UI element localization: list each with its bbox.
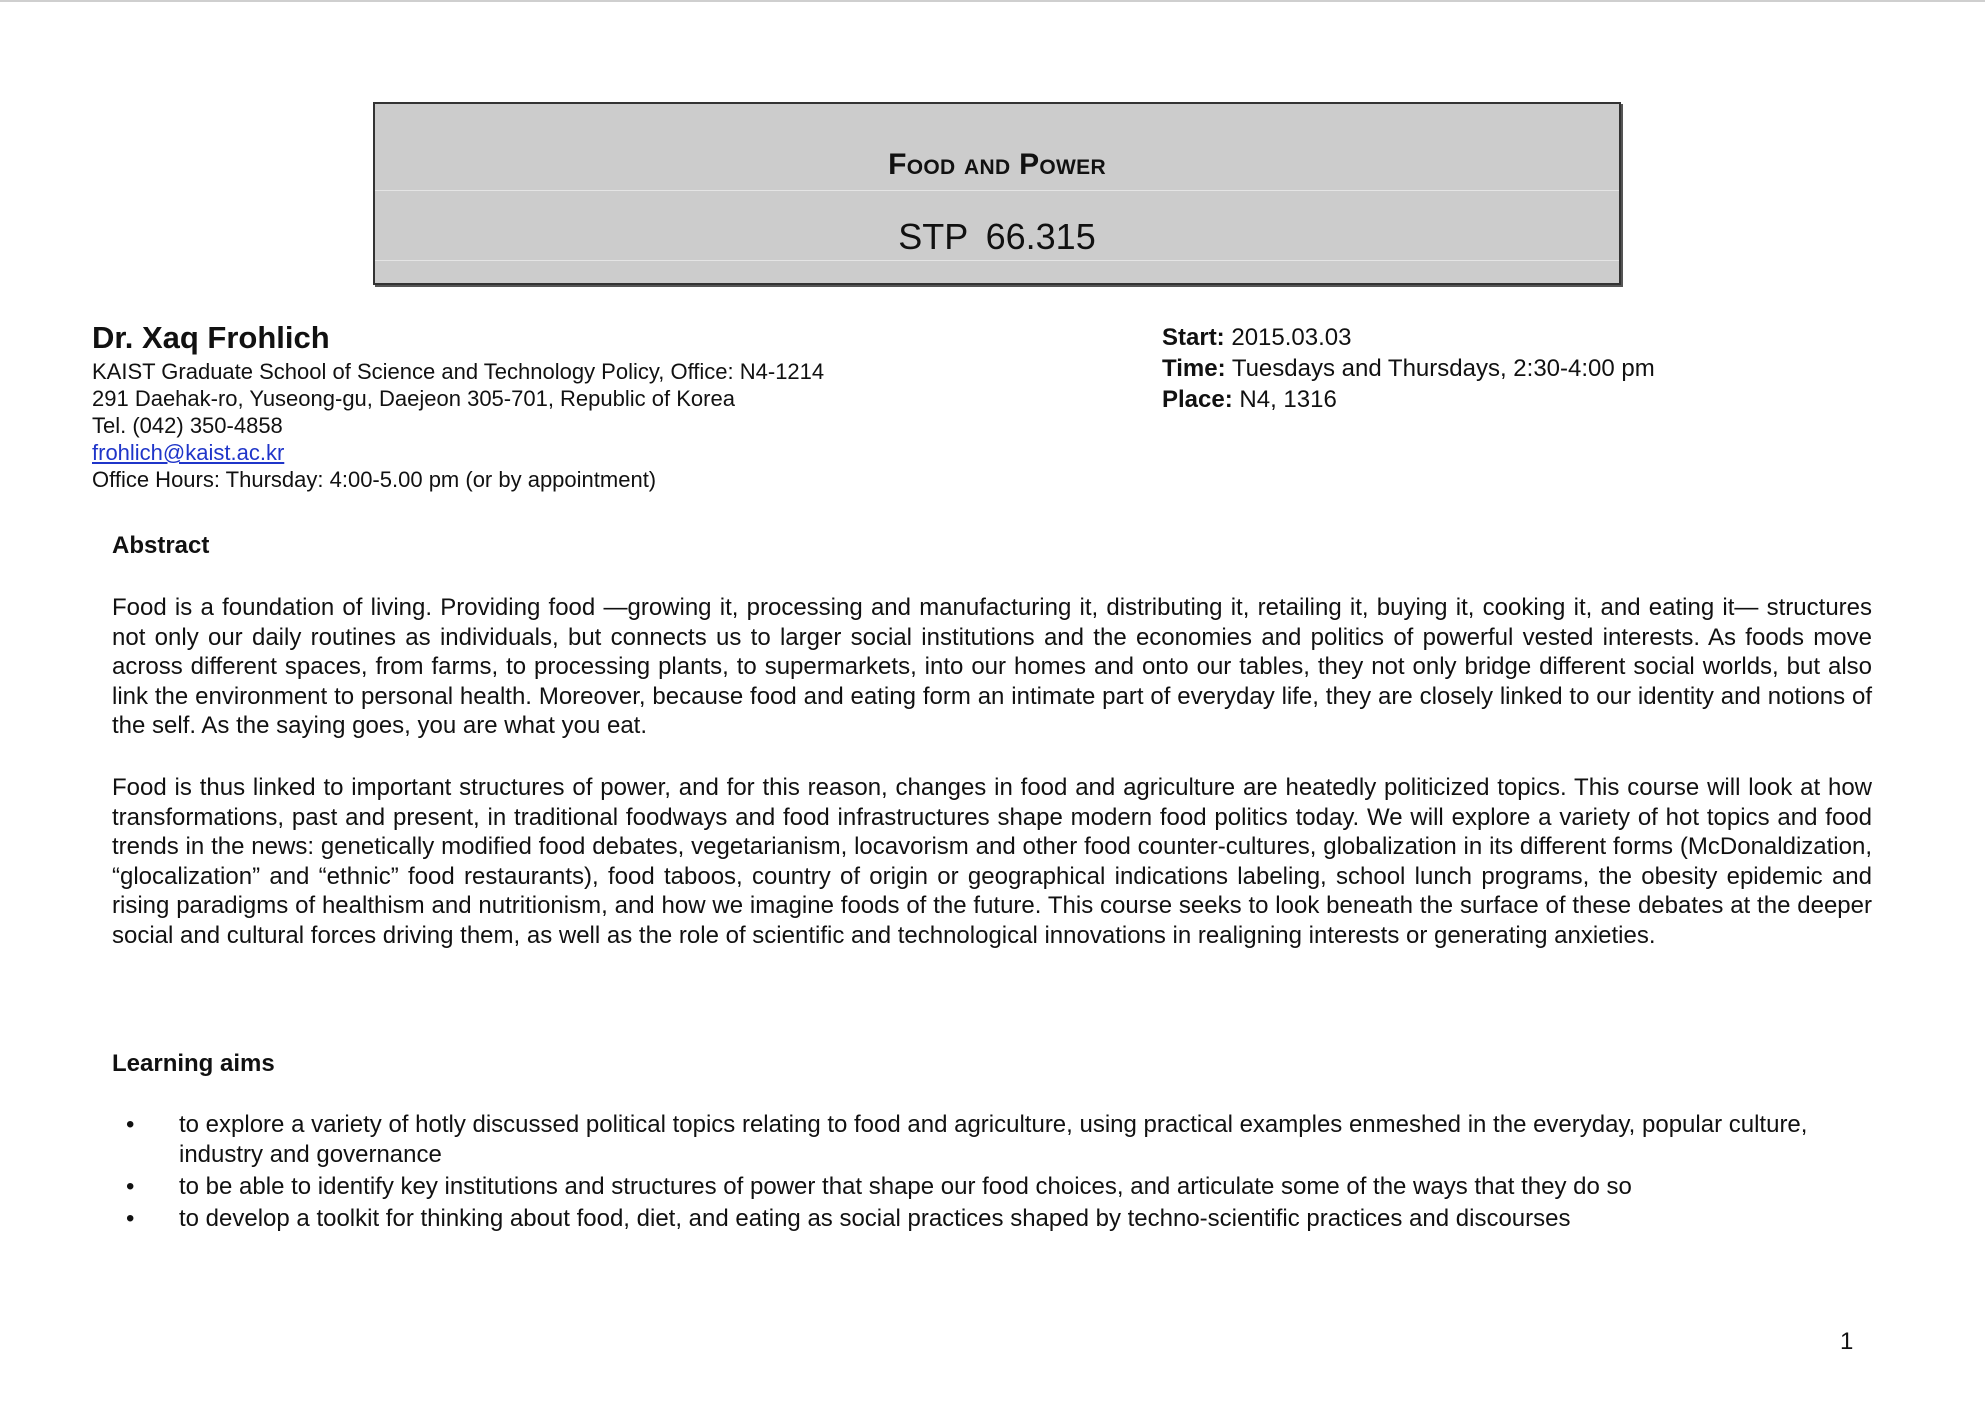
instructor-email-link[interactable]: frohlich@kaist.ac.kr (92, 440, 285, 465)
time-row (1162, 353, 1882, 384)
bullet-icon: • (126, 1111, 135, 1138)
instructor-block (92, 318, 1092, 493)
page-number: 1 (1840, 1328, 1854, 1355)
top-divider (0, 0, 1985, 2)
abstract-heading: Abstract (112, 532, 210, 559)
learning-aims-list (112, 1110, 1872, 1236)
instructor-name: Dr. Xaq Frohlich (92, 320, 330, 355)
start-label: Start: (1162, 324, 1225, 351)
title-box-divider (375, 190, 1619, 191)
list-item (112, 1172, 1872, 1202)
course-title: Food and Power (888, 148, 1106, 181)
aim-text: to be able to identify key institutions and structures of power that shape our food choices, and articulate some of the ways that they do so (179, 1173, 1632, 1200)
abstract-paragraph-1: Food is a foundation of living. Providing food —growing it, processing and manufacturing it, distributing it, retailing it, buying it, cooking it, and eating it— structures not only our daily routines as individuals, but connects us to larger social institutions and the economies and politics of powerful vested interests. As foods move across different spaces, from farms, to processing plants, to supermarkets, into our homes and onto our tables, they not only bridge different social worlds, but also link the environment to personal health. Moreover, because food and eating form an intimate part of everyday life, they are closely linked to our identity and notions of the self. As the saying goes, you are what you eat. (112, 594, 1872, 740)
bullet-icon: • (126, 1205, 135, 1232)
schedule-block (1162, 322, 1882, 415)
time-label: Time: (1162, 355, 1226, 382)
start-value: 2015.03.03 (1224, 324, 1352, 351)
instructor-phone: Tel. (042) 350-4858 (92, 413, 283, 438)
time-value: Tuesdays and Thursdays, 2:30-4:00 pm (1225, 355, 1655, 382)
aim-text: to develop a toolkit for thinking about food, diet, and eating as social practices shaped by techno-scientific practices and discourses (179, 1205, 1571, 1232)
place-row (1162, 384, 1882, 415)
course-code: STP 66.315 (898, 216, 1096, 257)
place-value: N4, 1316 (1232, 386, 1337, 413)
abstract-paragraph-2: Food is thus linked to important structures of power, and for this reason, changes in food and agriculture are heatedly politicized topics. This course will look at how transformations, past and present, in traditional foodways and food infrastructures shape modern food politics today. We will explore a variety of hot topics and food trends in the news: genetically modified food debates, vegetarianism, locavorism and other food counter-cultures, globalization in its different forms (McDonaldization, “glocalization” and “ethnic” food restaurants), food taboos, country of origin or geographical indications labeling, school lunch programs, the obesity epidemic and rising paradigms of healthism and nutritionism, and how we imagine foods of the future. This course seeks to look beneath the surface of these debates at the deeper social and cultural forces driving them, as well as the role of scientific and technological innovations in realigning interests or generating anxieties. (112, 774, 1872, 949)
office-hours: Office Hours: Thursday: 4:00-5.00 pm (or by appointment) (92, 467, 657, 492)
instructor-address: 291 Daehak-ro, Yuseong-gu, Daejeon 305-701, Republic of Korea (92, 386, 735, 411)
aim-text: to explore a variety of hotly discussed political topics relating to food and agriculture, using practical examples enmeshed in the everyday, popular culture, industry and governance (179, 1111, 1808, 1168)
list-item (112, 1110, 1872, 1170)
learning-aims-heading: Learning aims (112, 1050, 275, 1077)
title-box-divider (375, 260, 1619, 261)
start-row (1162, 322, 1882, 353)
course-title-box (373, 102, 1621, 285)
list-item (112, 1204, 1872, 1234)
instructor-affiliation: KAIST Graduate School of Science and Technology Policy, Office: N4-1214 (92, 359, 825, 384)
place-label: Place: (1162, 386, 1233, 413)
bullet-icon: • (126, 1173, 135, 1200)
